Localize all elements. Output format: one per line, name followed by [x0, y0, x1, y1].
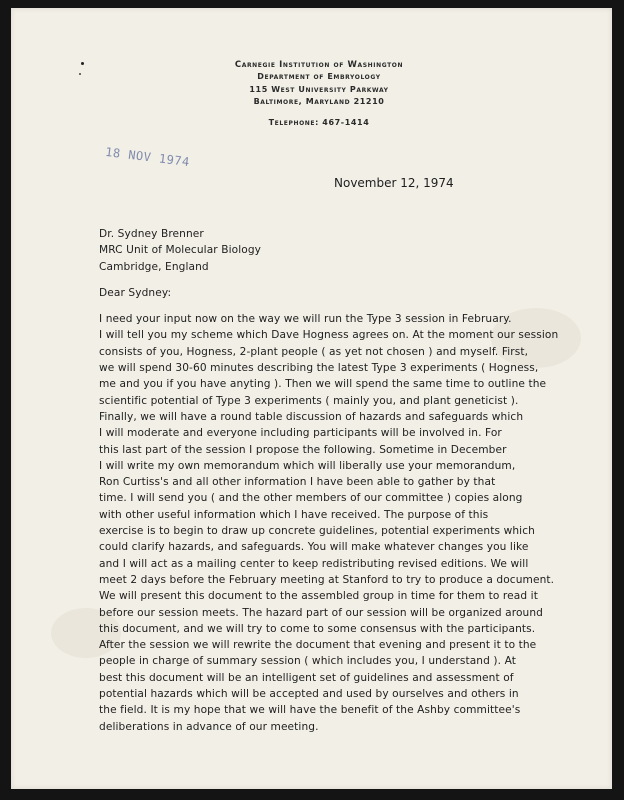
body-line: with other useful information which I have received. The purpose of this [99, 508, 489, 521]
body-line: I will moderate and everyone including participants will be involved in. For [99, 427, 502, 440]
body-line: before our session meets. The hazard part of our session will be organized around [99, 606, 543, 619]
body-line: After the session we will rewrite the document that evening and present it to the [99, 639, 537, 652]
body-line: this last part of the session I propose the following. Sometime in December [99, 443, 507, 456]
body-line: me and you if you have anyting ). Then we will spend the same time to outline the [99, 378, 547, 391]
body-line: time. I will send you ( and the other members of our committee ) copies along [99, 492, 523, 505]
body-line: I will write my own memorandum which will liberally use your memorandum, [99, 459, 516, 472]
body-line: and I will act as a mailing center to keep redistributing revised editions. We will [99, 557, 529, 570]
body-line: best this document will be an intelligent set of guidelines and assessment of [99, 671, 514, 684]
body-line: Ron Curtiss's and all other information I have been able to gather by that [99, 476, 496, 489]
letter-page [11, 8, 612, 789]
body-line: the field. It is my hope that we will have the benefit of the Ashby committee's [99, 704, 521, 717]
institution-name: Carnegie Institution of Washington [234, 60, 404, 70]
body-line: deliberations in advance of our meeting. [99, 720, 319, 733]
salutation: Dear Sydney: [99, 286, 172, 299]
body-line: consists of you, Hogness, 2-plant people ( as yet not chosen ) and myself. First, [99, 345, 529, 358]
department-name: Department of Embryology [257, 72, 381, 82]
body-line: meet 2 days before the February meeting at Stanford to try to produce a document. [99, 573, 555, 586]
body-line: I need your input now on the way we will run the Type 3 session in February. [99, 313, 512, 326]
telephone: Telephone: 467-1414 [268, 118, 370, 128]
recipient-name: Dr. Sydney Brenner [99, 228, 204, 240]
body-line: people in charge of summary session ( which includes you, I understand ). At [99, 655, 516, 668]
recipient-organization: MRC Unit of Molecular Biology [99, 244, 262, 257]
street-address: 115 West University Parkway [249, 84, 389, 94]
body-line: could clarify hazards, and safeguards. You will make whatever changes you like [99, 541, 529, 554]
received-date-stamp: 18 NOV 1974 [104, 144, 191, 170]
paper-speck [79, 73, 81, 75]
city-address: Baltimore, Maryland 21210 [253, 96, 385, 106]
body-line: scientific potential of Type 3 experiments ( mainly you, and plant geneticist ). [99, 394, 519, 407]
body-line: potential hazards which will be accepted and used by ourselves and others in [99, 688, 519, 701]
paper-speck [81, 62, 84, 65]
letter-body [99, 226, 612, 735]
body-line: we will spend 30-60 minutes describing the latest Type 3 experiments ( Hogness, [99, 362, 539, 375]
body-line: exercise is to begin to draw up concrete guidelines, potential experiments which [99, 525, 535, 538]
recipient-location: Cambridge, England [99, 260, 209, 273]
body-line: We will present this document to the assembled group in time for them to read it [99, 590, 538, 603]
body-line: I will tell you my scheme which Dave Hogness agrees on. At the moment our session [99, 329, 559, 342]
letter-date: November 12, 1974 [334, 176, 454, 190]
body-line: this document, and we will try to come to some consensus with the participants. [99, 622, 536, 635]
body-line: Finally, we will have a round table discussion of hazards and safeguards which [99, 410, 524, 423]
letterhead [161, 59, 477, 129]
letter-paragraph [99, 311, 612, 735]
